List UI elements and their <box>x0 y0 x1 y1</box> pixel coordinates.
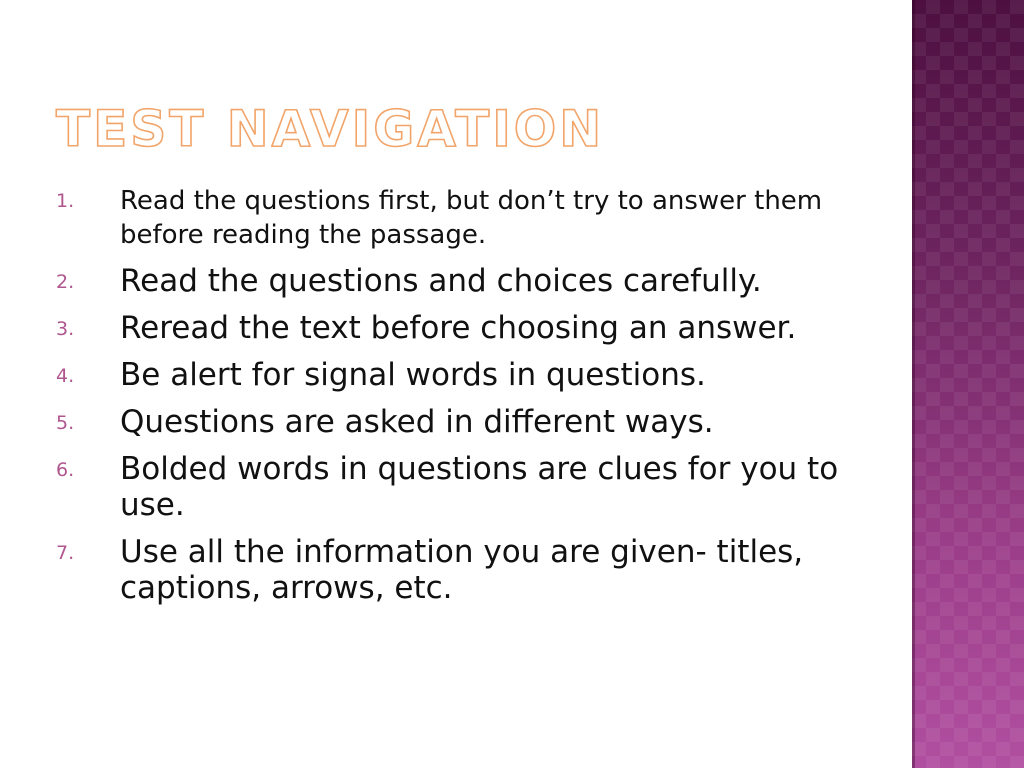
list-item <box>56 534 856 606</box>
list-number: 6. <box>56 459 75 481</box>
list-number: 1. <box>56 190 75 212</box>
list-item-text: Read the questions first, but don’t try to answer them before reading the passage. <box>120 186 823 250</box>
list-number: 2. <box>56 271 75 293</box>
list-item-text: Questions are asked in different ways. <box>120 404 714 440</box>
list-item <box>56 451 856 523</box>
decorative-side-band <box>912 0 1024 768</box>
list-item <box>56 184 856 252</box>
list-item <box>56 404 856 440</box>
numbered-list <box>56 184 856 617</box>
list-item-text: Bolded words in questions are clues for you to use. <box>120 451 839 523</box>
list-item-text: Reread the text before choosing an answer. <box>120 310 797 346</box>
list-item-text: Use all the information you are given- titles, captions, arrows, etc. <box>120 534 804 606</box>
list-number: 7. <box>56 542 75 564</box>
list-item <box>56 310 856 346</box>
list-number: 5. <box>56 412 75 434</box>
list-item-text: Read the questions and choices carefully. <box>120 263 762 299</box>
diamond-pattern <box>912 0 1024 768</box>
list-item-text: Be alert for signal words in questions. <box>120 357 706 393</box>
slide-title: TEST NAVIGATION <box>56 100 605 158</box>
list-item <box>56 357 856 393</box>
list-number: 3. <box>56 318 75 340</box>
side-band-edge <box>912 0 915 768</box>
list-item <box>56 263 856 299</box>
list-number: 4. <box>56 365 75 387</box>
